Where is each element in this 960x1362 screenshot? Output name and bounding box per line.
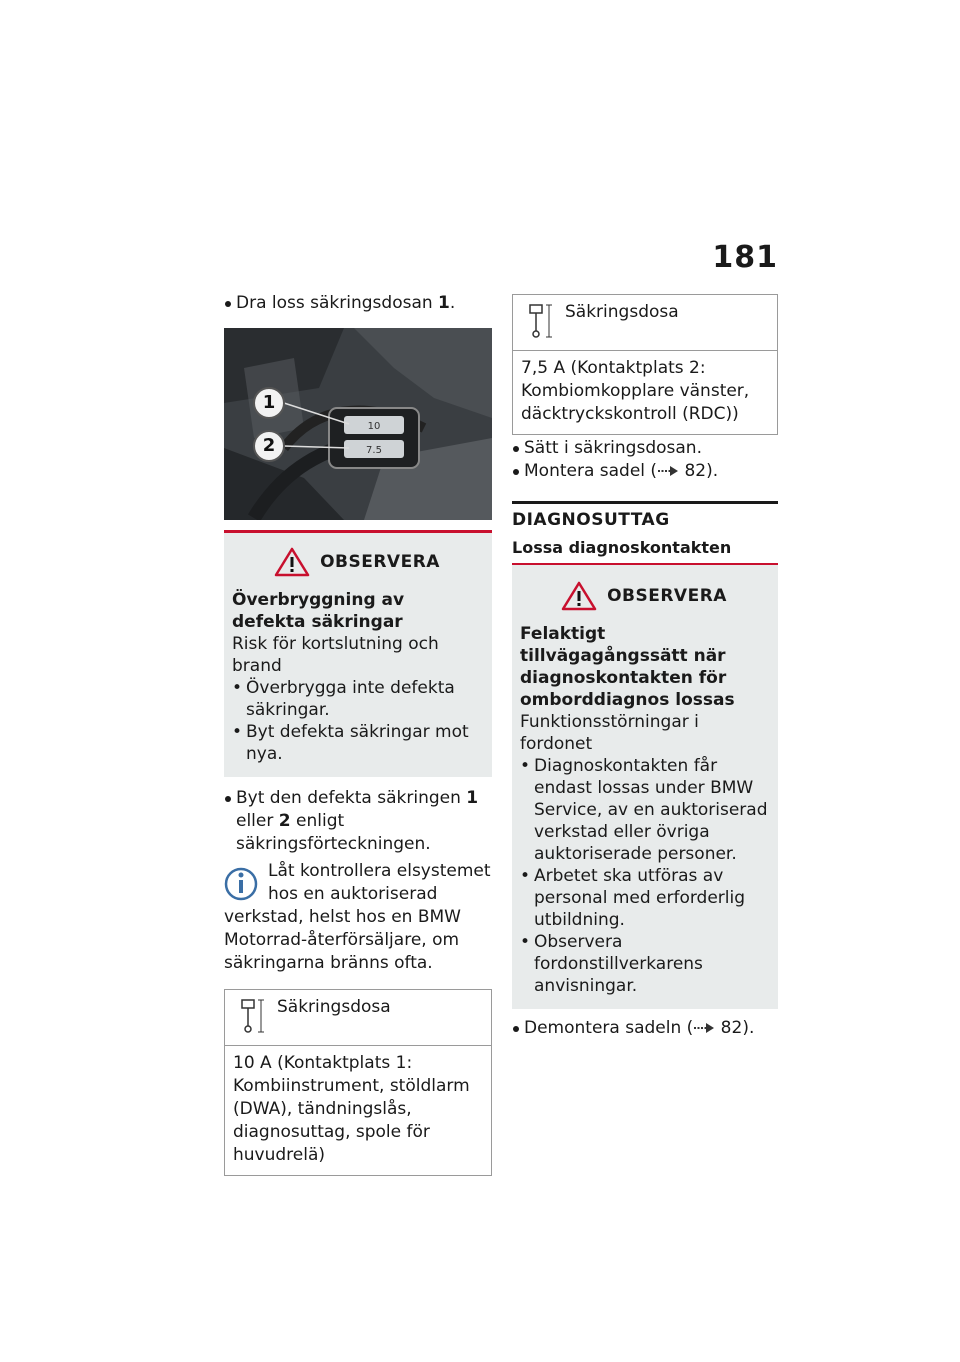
warning-bullet: • Arbetet ska utföras av personal med erforderlig utbildning. <box>520 865 768 931</box>
arrow-reference-icon <box>693 1022 715 1034</box>
fusebox-header <box>225 990 491 1046</box>
fusebox-photo <box>224 328 492 520</box>
info-note <box>224 860 492 975</box>
right-column <box>512 294 778 1040</box>
warning-subtitle: Överbryggning av defekta säkringar <box>232 590 405 632</box>
step-mount-seat: Montera sadel ( 82). <box>512 460 778 483</box>
info-text: Låt kontrollera elsystemet hos en auktoriserad verkstad, helst hos en BMW Motorrad-återförsäljare, om säkringarna bränns ofta. <box>224 861 491 973</box>
warning-header <box>232 547 482 577</box>
step-remove-seat: Demontera sadeln ( 82). <box>512 1017 778 1040</box>
warning-bullet: • Överbrygga inte defekta säkringar. <box>232 677 482 721</box>
fuse-icon <box>527 301 553 341</box>
warning-box-fuses <box>224 530 492 777</box>
fusebox-table-1 <box>224 989 492 1176</box>
fusebox-label: Säkringsdosa <box>277 997 391 1017</box>
warning-title: OBSERVERA <box>607 586 727 606</box>
fusebox-label: Säkringsdosa <box>565 302 679 322</box>
section-diagnosuttag <box>512 501 778 565</box>
warning-text: Risk för kortslutning och brand <box>232 634 439 676</box>
warning-bullet: • Diagnoskontakten får endast lossas under BMW Service, av en auktoriserad verkstad eller övriga auktoriserade personer. <box>520 755 768 865</box>
warning-header <box>520 581 768 611</box>
warning-subtitle: Felaktigt tillvägagångssätt när diagnoskontakten för omborddiagnos lossas <box>520 624 735 710</box>
step-replace-fuse: Byt den defekta säkringen 1 eller 2 enligt säkringsförteckningen. <box>224 787 492 856</box>
svg-text:7.5: 7.5 <box>366 445 382 456</box>
warning-bullet: • Observera fordonstillverkarens anvisningar. <box>520 931 768 997</box>
warning-bullet: • Byt defekta säkringar mot nya. <box>232 721 482 765</box>
fusebox-table-2 <box>512 294 778 435</box>
step-pull-fusebox: Dra loss säkringsdosan 1. <box>224 292 492 315</box>
step-insert-fusebox: Sätt i säkringsdosan. <box>512 437 778 460</box>
info-icon <box>224 862 258 906</box>
section-subtitle: Lossa diagnoskontakten <box>512 538 778 565</box>
fusebox-value: 10 A (Kontaktplats 1: Kombiinstrument, stöldlarm (DWA), tändningslås, diagnosuttag, spole för huvudrelä) <box>233 1053 470 1165</box>
warning-text: Funktionsstörningar i fordonet <box>520 712 699 754</box>
section-title: DIAGNOSUTTAG <box>512 510 670 530</box>
warning-box-diagnostics <box>512 565 778 1009</box>
warning-triangle-icon <box>561 581 597 611</box>
fuse-icon <box>239 996 265 1036</box>
warning-title: OBSERVERA <box>320 552 440 572</box>
photo-label-1: 1 <box>262 392 276 413</box>
fusebox-header <box>513 295 777 351</box>
left-column <box>224 292 492 1176</box>
page-number: 181 <box>712 240 778 275</box>
fusebox-value: 7,5 A (Kontaktplats 2: Kombiomkopplare vänster, däcktryckskontroll (RDC)) <box>521 358 750 424</box>
photo-label-2: 2 <box>262 435 276 456</box>
warning-triangle-icon <box>274 547 310 577</box>
arrow-reference-icon <box>657 465 679 477</box>
svg-text:10: 10 <box>367 421 381 432</box>
